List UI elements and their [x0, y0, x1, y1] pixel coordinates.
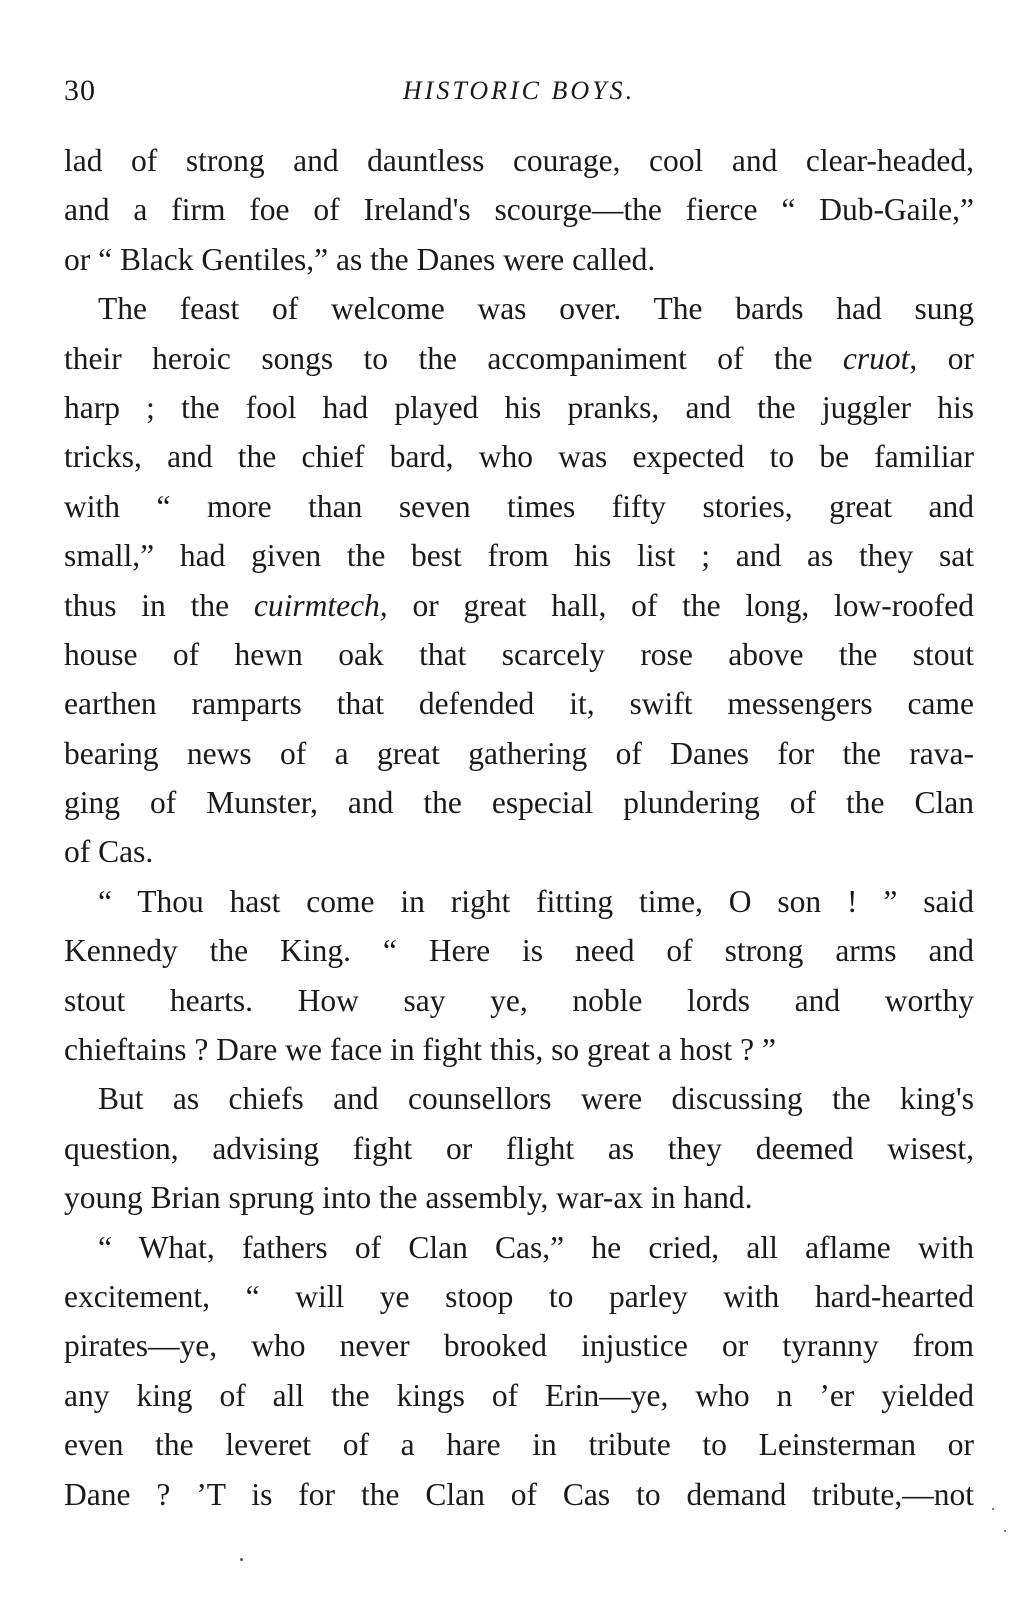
- text-line: harp ; the fool had played his pranks, and the juggler his: [64, 389, 974, 425]
- italic-term: cruot: [842, 340, 910, 376]
- text-segment: or great hall, of the long, low-roofed: [387, 587, 974, 623]
- text-line: and a firm foe of Ireland's scourge—the fierce “ Dub-Gaile,”: [64, 192, 974, 228]
- page-header: [64, 74, 974, 114]
- text-segment: , or: [909, 340, 974, 376]
- running-title: HISTORIC BOYS.: [402, 76, 636, 105]
- text-line: stout hearts. How say ye, noble lords and worthy: [64, 982, 974, 1018]
- text-line: But as chiefs and counsellors were discussing the king's: [98, 1081, 974, 1117]
- text-line: earthen ramparts that defended it, swift messengers came: [64, 686, 974, 722]
- text-line: or “ Black Gentiles,” as the Danes were called.: [64, 241, 656, 277]
- text-line: question, advising fight or flight as they deemed wisest,: [64, 1130, 974, 1166]
- text-line: excitement, “ will ye stoop to parley with hard-hearted: [64, 1278, 974, 1314]
- text-line: tricks, and the chief bard, who was expected to be familiar: [64, 439, 974, 475]
- body-text: [64, 136, 974, 1519]
- text-line: any king of all the kings of Erin—ye, who n ’er yielded: [64, 1377, 974, 1413]
- text-line: The feast of welcome was over. The bards had sung: [98, 291, 974, 327]
- italic-term: cuirmtech,: [253, 587, 388, 623]
- page-number: 30: [64, 74, 96, 107]
- text-line: lad of strong and dauntless courage, cool and clear-headed,: [64, 143, 974, 178]
- text-line: chieftains ? Dare we face in fight this, so great a host ? ”: [64, 1032, 776, 1068]
- text-line: “ Thou hast come in right fitting time, O son ! ” said: [98, 883, 974, 919]
- scan-speck: [1004, 1530, 1006, 1532]
- text-line: bearing news of a great gathering of Danes for the rava-: [64, 735, 974, 771]
- text-line: “ What, fathers of Clan Cas,” he cried, all aflame with: [98, 1229, 974, 1265]
- scan-speck: [992, 1508, 994, 1510]
- text-line: Kennedy the King. “ Here is need of strong arms and: [64, 933, 974, 969]
- text-line: [64, 581, 974, 630]
- text-line: young Brian sprung into the assembly, war-ax in hand.: [64, 1180, 753, 1216]
- text-line: even the leveret of a hare in tribute to Leinsterman or: [64, 1427, 974, 1463]
- text-segment: thus in the: [64, 587, 254, 623]
- text-line: pirates—ye, who never brooked injustice or tyranny from: [64, 1328, 974, 1364]
- text-line: with “ more than seven times fifty stories, great and: [64, 488, 974, 524]
- text-line: [64, 334, 974, 383]
- text-segment: their heroic songs to the accompaniment of the: [64, 340, 843, 376]
- text-line: small,” had given the best from his list ; and as they sat: [64, 538, 974, 574]
- scan-speck: [240, 1558, 243, 1561]
- text-line: Dane ? ’T is for the Clan of Cas to demand tribute,—not: [64, 1476, 974, 1512]
- text-line: of Cas.: [64, 834, 154, 870]
- text-line: ging of Munster, and the especial plundering of the Clan: [64, 785, 974, 821]
- text-line: house of hewn oak that scarcely rose above the stout: [64, 636, 974, 672]
